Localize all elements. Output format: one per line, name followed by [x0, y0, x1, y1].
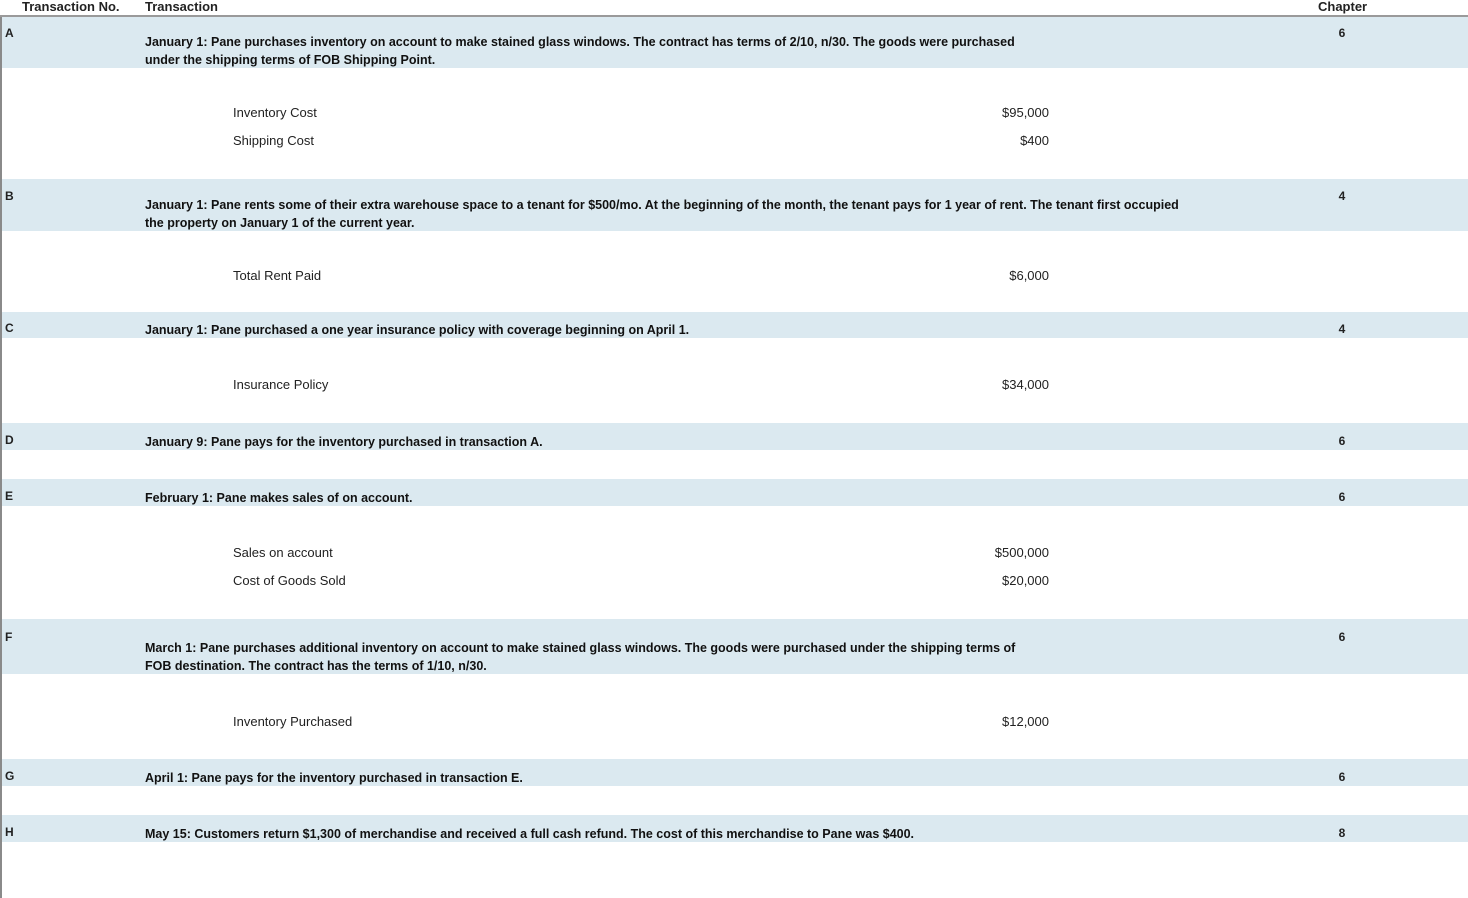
chapter-number: 6	[1338, 490, 1346, 504]
transaction-no: D	[5, 433, 14, 447]
header-chapter: Chapter	[1318, 0, 1368, 14]
description-line-2: under the shipping terms of FOB Shipping Point.	[145, 53, 436, 67]
transaction-description	[145, 321, 689, 339]
transaction-description	[145, 33, 1015, 69]
transaction-description	[145, 489, 412, 507]
detail-label: Shipping Cost	[233, 133, 314, 148]
header-transaction-no: Transaction No.	[22, 0, 120, 14]
transaction-no: F	[5, 630, 13, 644]
transaction-description	[145, 769, 523, 787]
detail-label: Inventory Purchased	[233, 714, 353, 729]
description-line-1: April 1: Pane pays for the inventory purchased in transaction E.	[145, 771, 523, 785]
chapter-number: 4	[1338, 189, 1346, 203]
description-line-1: January 1: Pane purchases inventory on account to make stained glass windows. The contract has terms of 2/10, n/30. The goods were purchased	[145, 35, 1015, 49]
description-line-1: February 1: Pane makes sales of on account.	[145, 491, 413, 505]
detail-label: Cost of Goods Sold	[233, 573, 346, 588]
description-line-1: May 15: Customers return $1,300 of merchandise and received a full cash refund. The cost of this merchandise to Pane was $400.	[145, 827, 915, 841]
detail-amount: $400	[1020, 133, 1049, 148]
detail-amount: $12,000	[1002, 714, 1049, 729]
transaction-description	[145, 639, 1015, 675]
detail-amount: $34,000	[1002, 377, 1049, 392]
transaction-no: G	[5, 769, 15, 783]
transaction-no: A	[5, 26, 14, 40]
transaction-no: E	[5, 489, 14, 503]
chapter-number: 6	[1338, 630, 1346, 644]
transaction-no: B	[5, 189, 14, 203]
chapter-number: 6	[1338, 434, 1346, 448]
description-line-2: the property on January 1 of the current year.	[145, 216, 415, 230]
description-line-1: March 1: Pane purchases additional inventory on account to make stained glass windows. The goods were purchased under the shipping terms of	[145, 641, 1016, 655]
transaction-no: H	[5, 825, 14, 839]
description-line-1: January 9: Pane pays for the inventory purchased in transaction A.	[145, 435, 543, 449]
table-header	[0, 0, 1468, 17]
transaction-description	[145, 433, 543, 451]
description-line-1: January 1: Pane purchased a one year insurance policy with coverage beginning on April 1.	[145, 323, 690, 337]
detail-amount: $20,000	[1002, 573, 1049, 588]
chapter-number: 6	[1338, 770, 1346, 784]
description-line-2: FOB destination. The contract has the terms of 1/10, n/30.	[145, 659, 487, 673]
transaction-description	[145, 196, 1179, 232]
detail-label: Sales on account	[233, 545, 333, 560]
detail-amount: $95,000	[1002, 105, 1049, 120]
transaction-description	[145, 825, 914, 843]
detail-label: Inventory Cost	[233, 105, 317, 120]
chapter-number: 4	[1338, 322, 1346, 336]
chapter-number: 8	[1338, 826, 1346, 840]
detail-amount: $6,000	[1009, 268, 1049, 283]
header-transaction: Transaction	[145, 0, 218, 14]
transaction-no: C	[5, 321, 14, 335]
description-line-1: January 1: Pane rents some of their extra warehouse space to a tenant for $500/mo. At the beginning of the month, the tenant pays for 1 year of rent. The tenant first occupied	[145, 198, 1179, 212]
detail-label: Total Rent Paid	[233, 268, 322, 283]
detail-label: Insurance Policy	[233, 377, 329, 392]
chapter-number: 6	[1338, 26, 1346, 40]
detail-amount: $500,000	[994, 545, 1049, 560]
